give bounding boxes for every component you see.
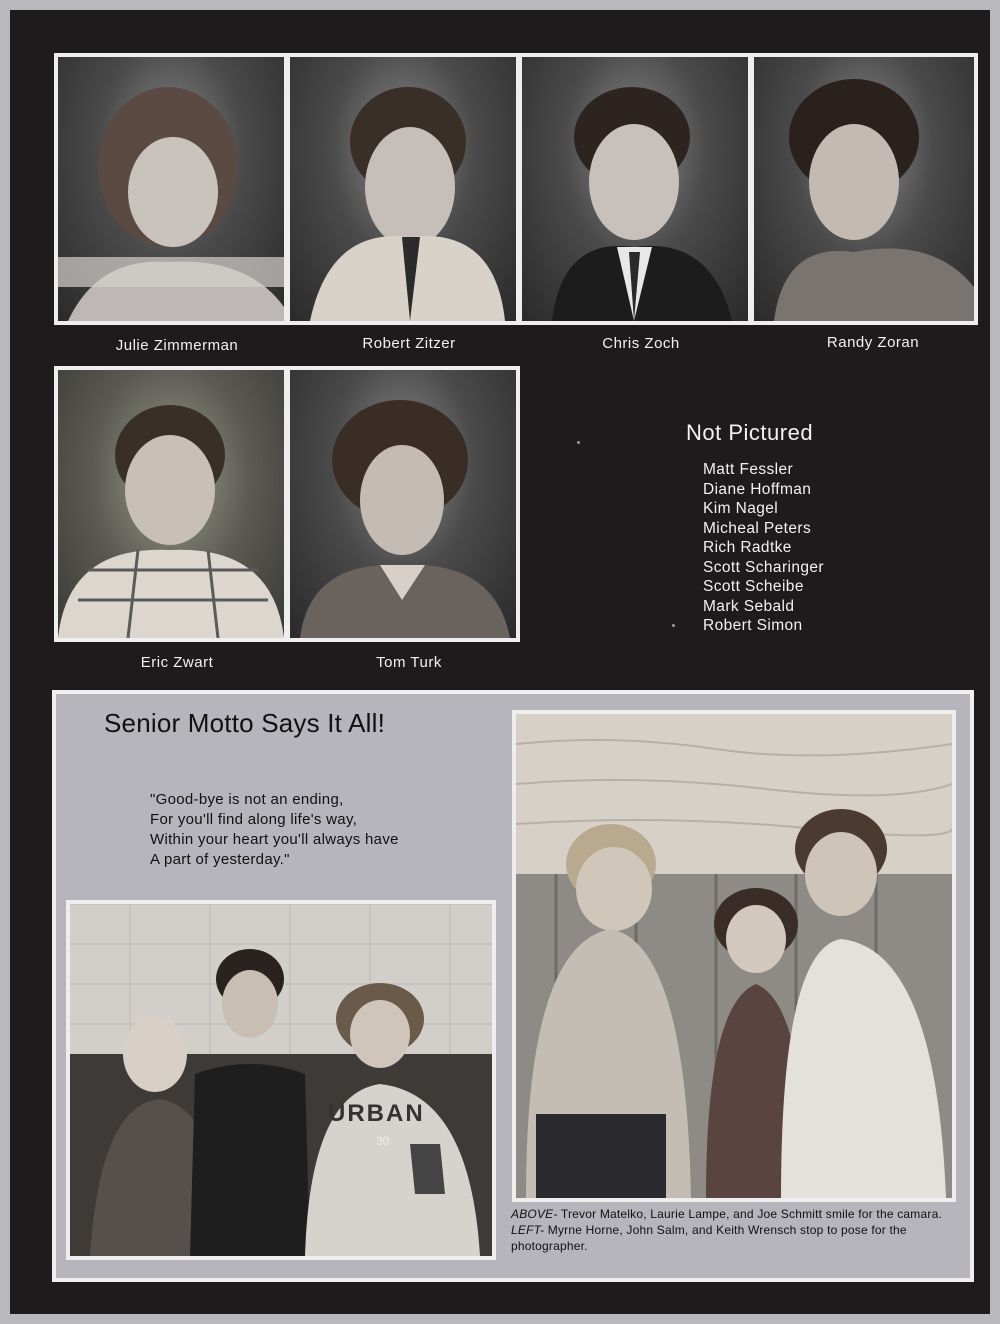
list-item: Scott Scharinger (703, 558, 824, 576)
photo-caption (511, 1206, 951, 1254)
quote-line: For you'll find along life's way, (150, 811, 358, 828)
shirt-text: URBAN (328, 1100, 425, 1127)
motto-panel (52, 690, 974, 1282)
yearbook-page (10, 10, 990, 1314)
list-item: Scott Scheibe (703, 578, 804, 595)
not-pictured-title: Not Pictured (686, 420, 814, 445)
caption-label: ABOVE- (511, 1207, 558, 1221)
quote-line: Within your heart you'll always have (150, 831, 399, 848)
list-item: Matt Fessler (703, 461, 794, 478)
portrait-photo (518, 53, 752, 325)
shirt-number: 30 (376, 1134, 390, 1148)
decorative-dot (577, 441, 580, 444)
caption-label: LEFT- (511, 1223, 545, 1237)
list-item: Robert Simon (703, 617, 803, 634)
list-item: Diane Hoffman (703, 480, 812, 498)
portrait-caption: Randy Zoran (826, 334, 920, 351)
portrait-caption: Tom Turk (376, 654, 442, 671)
portrait-caption: Julie Zimmerman (115, 337, 239, 354)
quote-line: "Good-bye is not an ending, (150, 791, 344, 808)
portrait-photo (286, 53, 520, 325)
motto-title: Senior Motto Says It All! (104, 708, 386, 738)
portrait-photo (750, 53, 978, 325)
candid-photo-right (512, 710, 956, 1202)
list-item: Kim Nagel (703, 500, 779, 517)
quote-line: A part of yesterday." (150, 851, 290, 868)
portrait-caption: Eric Zwart (140, 654, 214, 671)
portrait-caption: Robert Zitzer (362, 335, 456, 352)
portrait-photo (54, 53, 288, 325)
decorative-dot (672, 624, 675, 627)
list-item: Micheal Peters (703, 519, 812, 537)
not-pictured-list (703, 460, 824, 636)
list-item: Rich Radtke (703, 539, 792, 556)
candid-photo-left (66, 900, 496, 1260)
list-item: Mark Sebald (703, 597, 795, 615)
portrait-photo (54, 366, 288, 642)
portrait-caption: Chris Zoch (602, 335, 680, 352)
portrait-photo (286, 366, 520, 642)
caption-text: Trevor Matelko, Laurie Lampe, and Joe Schmitt smile for the camara. (557, 1207, 942, 1221)
motto-quote (150, 790, 399, 870)
caption-text: Myrne Horne, John Salm, and Keith Wrensch stop to pose for the photographer. (511, 1223, 907, 1253)
